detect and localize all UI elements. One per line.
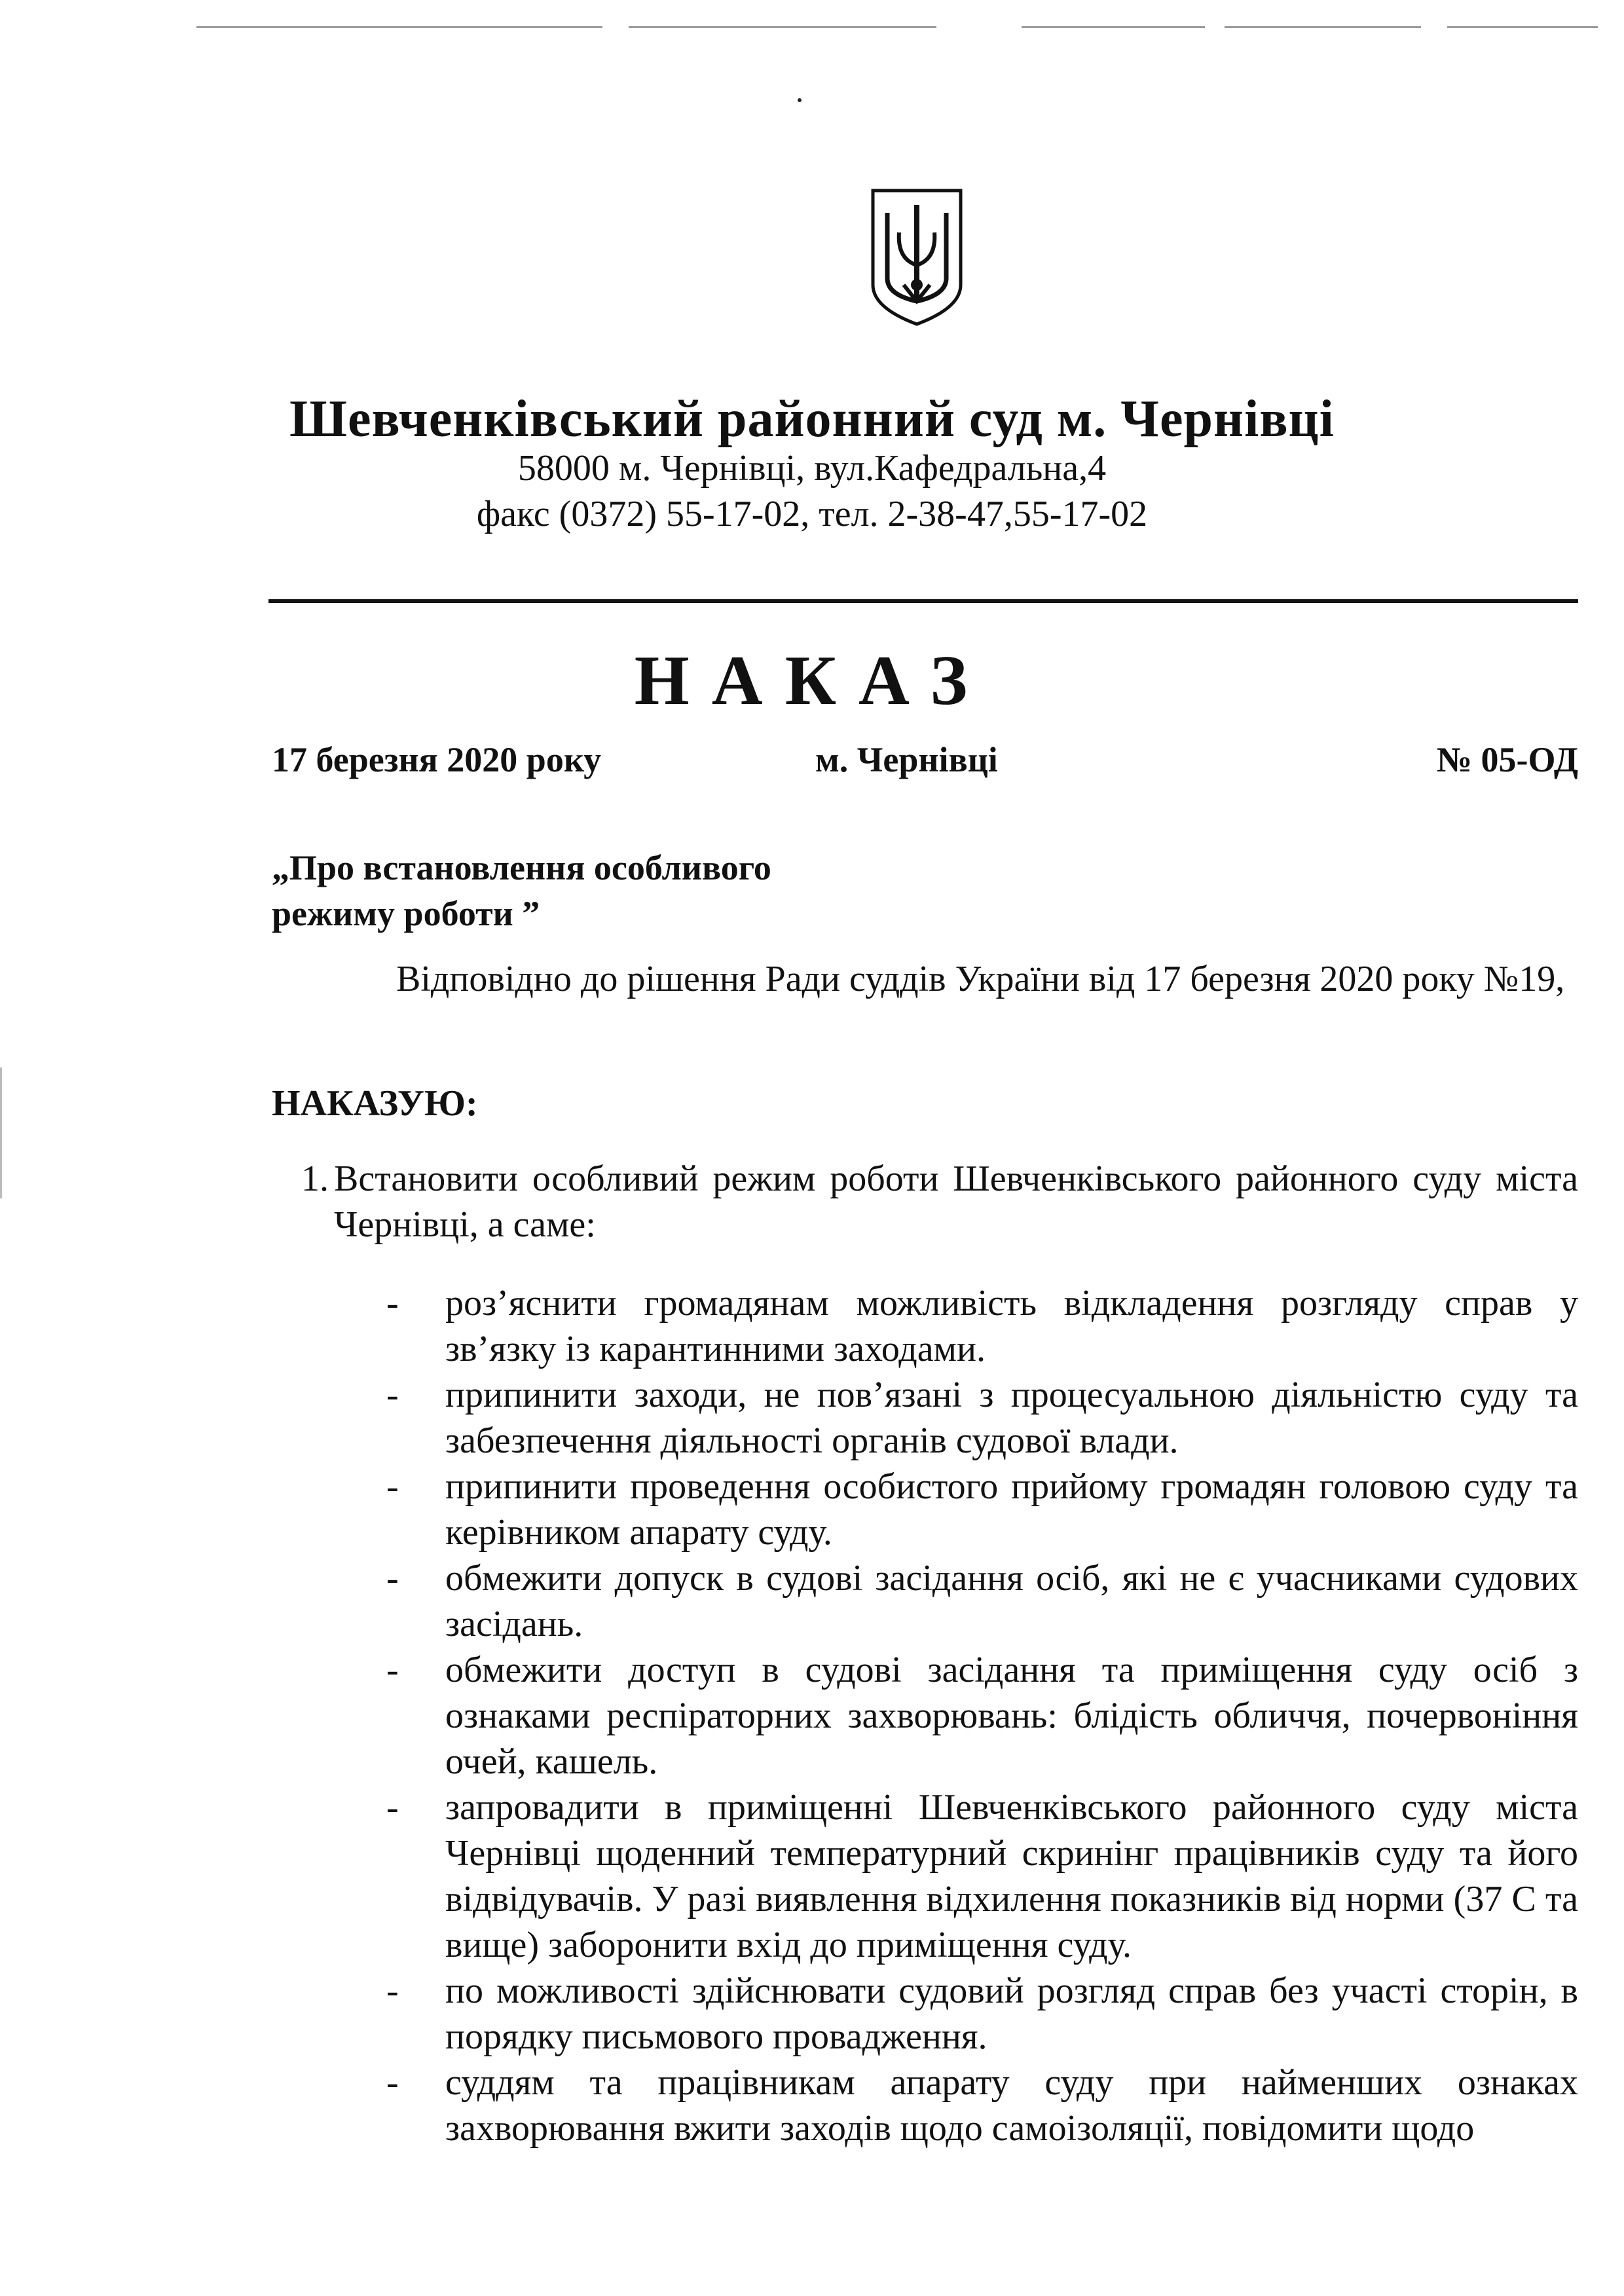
list-item <box>386 1280 1578 1372</box>
document-subject <box>272 845 1189 936</box>
header-divider <box>268 599 1578 603</box>
court-contacts: факс (0372) 55-17-02, тел. 2-38-47,55-17-02 <box>476 494 1148 534</box>
item-number: 1. <box>301 1158 329 1199</box>
list-item-text: роз’яснити громадянам можливість відкладення розгляду справ у зв’язку із карантинними заходами. <box>445 1283 1578 1369</box>
order-heading: НАКАЗУЮ: <box>272 1083 478 1124</box>
document-place: м. Чернівці <box>815 740 998 779</box>
list-item <box>386 1785 1578 1968</box>
dash-bullet: - <box>386 1971 399 2011</box>
dash-bullet: - <box>386 1466 399 1507</box>
list-item-text: запровадити в приміщенні Шевченківського районного суду міста Чернівці щоденний температурний скринінг працівників суду та його відвідувачів. У разі виявлення відхилення показників від норми (37 С та вище) заборонити вхід до приміщення суду. <box>445 1787 1578 1965</box>
court-name: Шевченківський районний суд м. Чернівці <box>289 390 1335 448</box>
list-item-text: обмежити допуск в судові засідання осіб, які не є учасниками судових засідань. <box>445 1558 1578 1644</box>
dash-bullet: - <box>386 1787 399 1828</box>
list-item <box>386 1647 1578 1785</box>
list-item <box>386 2060 1578 2151</box>
document-date: 17 березня 2020 року <box>272 740 602 779</box>
list-item <box>386 1372 1578 1464</box>
scan-artifact <box>196 26 602 28</box>
item-text: Встановити особливий режим роботи Шевченківського районного суду міста Чернівці, а саме: <box>334 1158 1578 1245</box>
scan-artifact <box>1225 26 1421 28</box>
subject-line: „Про встановлення особливого <box>272 848 771 887</box>
dash-bullet: - <box>386 1283 399 1324</box>
document-number: № 05-ОД <box>1436 740 1578 779</box>
scan-speck <box>798 98 802 102</box>
dash-bullet: - <box>386 1558 399 1599</box>
trident-emblem-icon <box>868 187 966 327</box>
dash-bullet: - <box>386 2062 399 2103</box>
document-type-title: НАКАЗ <box>634 642 990 720</box>
preamble-paragraph <box>272 956 1578 1002</box>
scan-margin-line <box>0 1067 2 1198</box>
dash-bullet: - <box>386 1375 399 1415</box>
subject-line: режиму роботи ” <box>272 894 540 933</box>
scan-artifact <box>629 26 936 28</box>
order-item <box>301 1156 1578 1248</box>
court-address: 58000 м. Чернівці, вул.Кафедральна,4 <box>517 448 1107 489</box>
list-item-text: обмежити доступ в судові засідання та приміщення суду осіб з ознаками респіраторних захворювань: блідість обличчя, почервоніння очей, кашель. <box>445 1650 1578 1782</box>
list-item-text: суддям та працівникам апарату суду при найменших ознаках захворювання вжити заходів щодо самоізоляції, повідомити щодо <box>445 2062 1578 2149</box>
list-item <box>386 1968 1578 2060</box>
list-item <box>386 1464 1578 1555</box>
dash-bullet: - <box>386 1650 399 1690</box>
scan-artifact <box>1022 26 1205 28</box>
list-item-text: по можливості здійснювати судовий розгляд справ без участі сторін, в порядку письмового провадження. <box>445 1971 1578 2057</box>
order-subitems <box>386 1280 1578 2151</box>
scan-artifact <box>1447 26 1598 28</box>
list-item-text: припинити проведення особистого прийому громадян головою суду та керівником апарату суду. <box>445 1466 1578 1553</box>
list-item <box>386 1555 1578 1647</box>
preamble-text: Відповідно до рішення Ради суддів України від 17 березня 2020 року №19, <box>396 959 1565 999</box>
list-item-text: припинити заходи, не пов’язані з процесуальною діяльністю суду та забезпечення діяльності органів судової влади. <box>445 1375 1578 1461</box>
